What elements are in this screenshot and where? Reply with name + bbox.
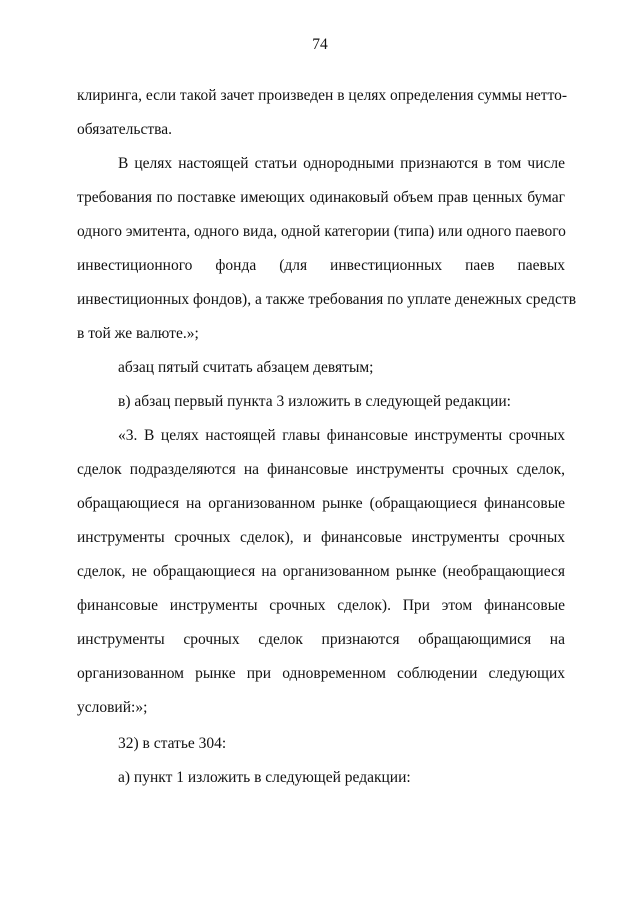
- text-line: инвестиционного фонда (для инвестиционных паев паевых: [77, 257, 565, 274]
- text-line: требования по поставке имеющих одинаковый объем прав ценных бумаг: [77, 189, 565, 206]
- text-line: условий:»;: [77, 699, 148, 716]
- paragraph-first-line: абзац пятый считать абзацем девятым;: [118, 359, 374, 376]
- paragraph-first-line: «3. В целях настоящей главы финансовые инструменты срочных: [118, 427, 565, 444]
- text-line: в той же валюте.»;: [77, 325, 199, 342]
- text-line: сделок подразделяются на финансовые инструменты срочных сделок,: [77, 461, 565, 478]
- text-line: обязательства.: [77, 121, 172, 138]
- text-line: клиринга, если такой зачет произведен в целях определения суммы нетто-: [77, 87, 568, 104]
- text-line: одного эмитента, одного вида, одной категории (типа) или одного паевого: [77, 223, 566, 240]
- text-line: финансовые инструменты срочных сделок). При этом финансовые: [77, 597, 565, 614]
- text-line: инструменты срочных сделок), и финансовые инструменты срочных: [77, 529, 565, 546]
- paragraph-first-line: а) пункт 1 изложить в следующей редакции:: [118, 769, 411, 786]
- text-line: организованном рынке при одновременном соблюдении следующих: [77, 665, 565, 682]
- text-line: обращающиеся на организованном рынке (обращающиеся финансовые: [77, 495, 565, 512]
- paragraph-first-line: В целях настоящей статьи однородными признаются в том числе: [118, 155, 565, 172]
- paragraph-first-line: в) абзац первый пункта 3 изложить в следующей редакции:: [118, 393, 511, 410]
- paragraph-first-line: 32) в статье 304:: [118, 735, 227, 752]
- text-line: инструменты срочных сделок признаются обращающимися на: [77, 631, 565, 648]
- text-line: инвестиционных фондов), а также требования по уплате денежных средств: [77, 291, 577, 308]
- page-number: 74: [312, 36, 328, 53]
- text-line: сделок, не обращающиеся на организованном рынке (необращающиеся: [77, 563, 565, 580]
